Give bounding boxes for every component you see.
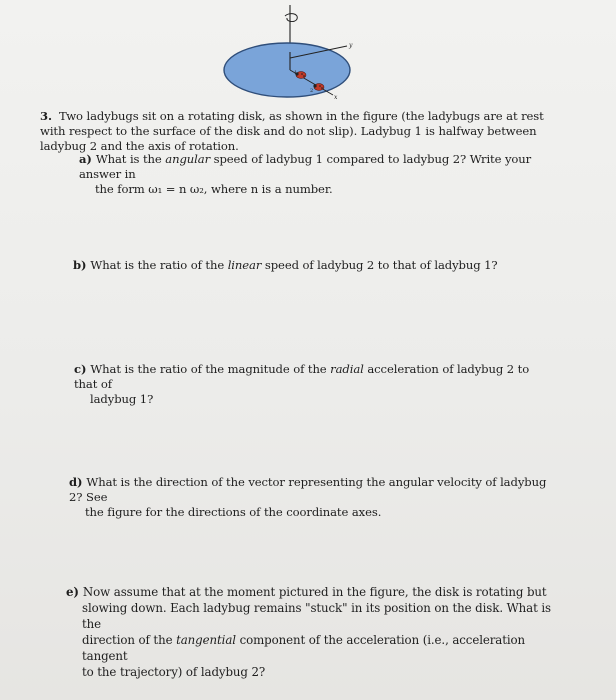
part-b-text-after: speed of ladybug 2 to that of ladybug 1? — [261, 258, 498, 272]
ladybug-1-label: 1 — [294, 70, 298, 76]
part-e-line4: to the trajectory) of ladybug 2? — [82, 665, 266, 679]
part-e-line3-after: component of the acceleration (i.e., acceleration tangent — [82, 633, 526, 663]
part-e-emphasis: tangential — [176, 633, 236, 647]
part-c-text-before: What is the ratio of the magnitude of the — [90, 362, 331, 376]
part-c — [74, 362, 544, 407]
ladybug-2-label: 2 — [310, 88, 314, 94]
part-e-line2: slowing down. Each ladybug remains "stuck" in its position on the disk. What is the — [82, 601, 551, 631]
part-c-line2: ladybug 1? — [90, 392, 154, 406]
part-e — [66, 584, 556, 680]
question-intro-text: Two ladybugs sit on a rotating disk, as shown in the figure (the ladybugs are at rest with respect to the surface of the disk and do not slip). Ladybug 1 is halfway between ladybug 2 and the axis of rotation. — [40, 109, 544, 153]
part-e-label: e) — [66, 585, 79, 599]
ladybug-2-icon — [313, 84, 324, 91]
part-a — [79, 152, 549, 197]
rotating-disk-figure — [215, 2, 365, 114]
x-axis-label: x — [334, 94, 338, 101]
part-a-text-before: What is the — [95, 152, 166, 166]
part-e-line3 — [66, 632, 556, 664]
part-d — [69, 475, 559, 520]
part-e-line1: Now assume that at the moment pictured in the figure, the disk is rotating but — [82, 585, 547, 599]
part-a-line2: the form ω₁ = n ω₂, where n is a number. — [95, 182, 333, 196]
part-a-label: a) — [79, 152, 92, 166]
part-c-label: c) — [74, 362, 87, 376]
question-number: 3. — [40, 109, 52, 123]
disk — [224, 43, 350, 97]
rotation-arrow-icon — [285, 14, 297, 22]
part-a-emphasis: angular — [165, 152, 211, 166]
part-b-text-before: What is the ratio of the — [90, 258, 228, 272]
part-a-text-after: speed of ladybug 1 compared to ladybug 2? Write your answer in — [79, 152, 532, 181]
part-e-line3-before: direction of the — [82, 633, 177, 647]
part-d-label: d) — [69, 475, 83, 489]
part-d-line2: the figure for the directions of the coordinate axes. — [85, 505, 382, 519]
question-3-intro — [40, 109, 545, 154]
part-b-label: b) — [73, 258, 87, 272]
part-b — [73, 258, 543, 273]
part-c-emphasis: radial — [330, 362, 364, 376]
part-b-emphasis: linear — [227, 258, 262, 272]
part-c-text-after: acceleration of ladybug 2 to that of — [74, 362, 530, 391]
part-d-line1: What is the direction of the vector representing the angular velocity of ladybug 2? See — [69, 475, 547, 504]
y-axis-label: y — [349, 42, 353, 49]
